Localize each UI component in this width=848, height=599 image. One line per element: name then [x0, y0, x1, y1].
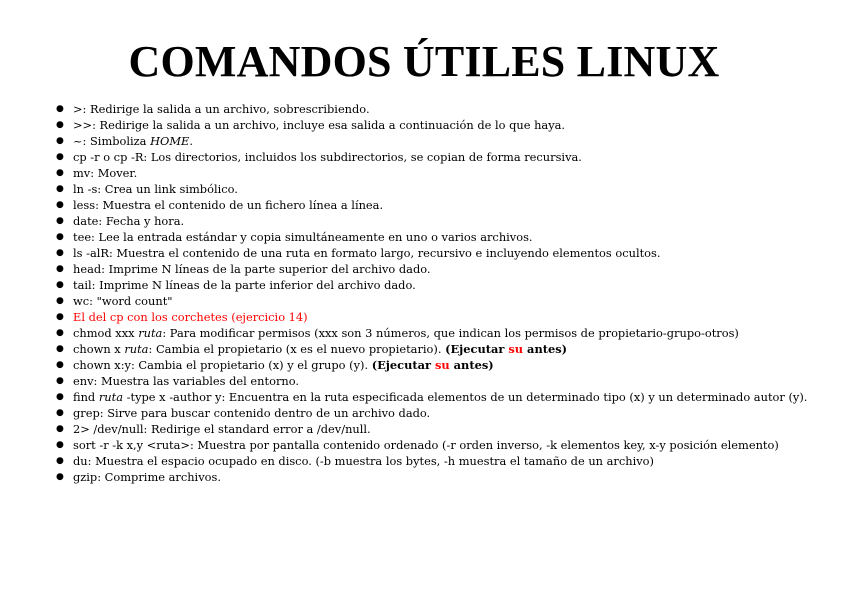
- list-item: [56, 213, 816, 229]
- list-item: [56, 197, 816, 213]
- list-item: [56, 421, 816, 437]
- list-item: [56, 469, 816, 485]
- item-emphasis: HOME: [150, 134, 190, 148]
- item-text: head: Imprime N líneas de la parte superior del archivo dado.: [73, 262, 431, 276]
- item-text: mv: Mover.: [73, 166, 138, 180]
- item-text: >>: Redirige la salida a un archivo, incluye esa salida a continuación de lo que haya.: [73, 118, 566, 132]
- item-text: chmod xxx: [73, 326, 139, 340]
- bullet-icon: ●: [56, 200, 64, 210]
- item-text: grep: Sirve para buscar contenido dentro de un archivo dado.: [73, 406, 431, 420]
- bullet-icon: ●: [56, 376, 64, 386]
- bullet-icon: ●: [56, 392, 64, 402]
- item-text-after: : Cambia el propietario (x es el nuevo propietario).: [148, 342, 446, 356]
- item-note-bold-end: antes): [449, 358, 494, 372]
- bullet-icon: ●: [56, 232, 64, 242]
- bullet-icon: ●: [56, 248, 64, 258]
- item-text-after: .: [189, 134, 193, 148]
- item-text: chown x: [73, 342, 125, 356]
- list-item: [56, 165, 816, 181]
- item-text: du: Muestra el espacio ocupado en disco. (-b muestra los bytes, -h muestra el tamaño de un archivo): [73, 454, 654, 468]
- item-text: chown x:y: Cambia el propietario (x) y el grupo (y).: [73, 358, 372, 372]
- item-text: sort -r -k x,y <ruta>: Muestra por pantalla contenido ordenado (-r orden inverso, -k elementos key, x-y posición elemento): [73, 438, 779, 452]
- bullet-icon: ●: [56, 280, 64, 290]
- list-item: [56, 229, 816, 245]
- item-text: gzip: Comprime archivos.: [73, 470, 221, 484]
- list-item: [56, 453, 816, 469]
- item-emphasis: ruta: [138, 326, 163, 340]
- bullet-icon: ●: [56, 344, 64, 354]
- item-text: less: Muestra el contenido de un fichero línea a línea.: [73, 198, 384, 212]
- item-text: tee: Lee la entrada estándar y copia simultáneamente en uno o varios archivos.: [73, 230, 533, 244]
- list-item: [56, 101, 816, 117]
- list-item: [56, 405, 816, 421]
- list-item: [56, 373, 816, 389]
- item-note-bold: (Ejecutar: [445, 342, 509, 356]
- list-item: [56, 149, 816, 165]
- item-note-bold-end: antes): [523, 342, 568, 356]
- bullet-icon: ●: [56, 472, 64, 482]
- list-item-highlighted: [56, 309, 816, 325]
- bullet-icon: ●: [56, 360, 64, 370]
- bullet-icon: ●: [56, 216, 64, 226]
- bullet-icon: ●: [56, 120, 64, 130]
- bullet-icon: ●: [56, 104, 64, 114]
- bullet-icon: ●: [56, 328, 64, 338]
- list-item: [56, 245, 816, 261]
- list-item: [56, 341, 816, 357]
- item-note-red: su: [508, 342, 524, 356]
- item-note-bold: (Ejecutar: [371, 358, 435, 372]
- item-text: env: Muestra las variables del entorno.: [73, 374, 300, 388]
- list-item: [56, 389, 816, 405]
- bullet-icon: ●: [56, 184, 64, 194]
- command-list: [56, 101, 816, 485]
- item-text: >: Redirige la salida a un archivo, sobrescribiendo.: [73, 102, 370, 116]
- item-text: tail: Imprime N líneas de la parte inferior del archivo dado.: [73, 278, 416, 292]
- item-text-after: : Para modificar permisos (xxx son 3 números, que indican los permisos de propietario-grupo-otros): [162, 326, 739, 340]
- item-text-red: El del cp con los corchetes (ejercicio 14): [73, 310, 308, 324]
- list-item: [56, 261, 816, 277]
- item-text: find: [73, 390, 99, 404]
- item-text: ~: Simboliza: [73, 134, 151, 148]
- list-item: [56, 133, 816, 149]
- page-title: COMANDOS ÚTILES LINUX: [128, 37, 720, 86]
- list-item: [56, 325, 816, 341]
- bullet-icon: ●: [56, 296, 64, 306]
- list-item: [56, 437, 816, 453]
- item-text: cp -r o cp -R: Los directorios, incluidos los subdirectorios, se copian de forma recursiva.: [73, 150, 582, 164]
- item-text: ls -alR: Muestra el contenido de una ruta en formato largo, recursivo e incluyendo elementos ocultos.: [73, 246, 661, 260]
- list-item: [56, 181, 816, 197]
- bullet-icon: ●: [56, 424, 64, 434]
- item-text: ln -s: Crea un link simbólico.: [73, 182, 238, 196]
- item-emphasis: ruta: [124, 342, 149, 356]
- list-item: [56, 357, 816, 373]
- bullet-icon: ●: [56, 168, 64, 178]
- item-text: 2> /dev/null: Redirige el standard error a /dev/null.: [73, 422, 371, 436]
- list-item: [56, 293, 816, 309]
- item-text: date: Fecha y hora.: [73, 214, 185, 228]
- bullet-icon: ●: [56, 136, 64, 146]
- bullet-icon: ●: [56, 456, 64, 466]
- bullet-icon: ●: [56, 408, 64, 418]
- list-item: [56, 117, 816, 133]
- bullet-icon: ●: [56, 152, 64, 162]
- bullet-icon: ●: [56, 312, 64, 322]
- item-note-red: su: [434, 358, 450, 372]
- bullet-icon: ●: [56, 440, 64, 450]
- item-text: wc: "word count": [73, 294, 173, 308]
- item-text-after: -type x -author y: Encuentra en la ruta especificada elementos de un determinado tipo (x) y un determinado autor (y).: [123, 390, 808, 404]
- bullet-icon: ●: [56, 264, 64, 274]
- item-emphasis: ruta: [98, 390, 124, 404]
- list-item: [56, 277, 816, 293]
